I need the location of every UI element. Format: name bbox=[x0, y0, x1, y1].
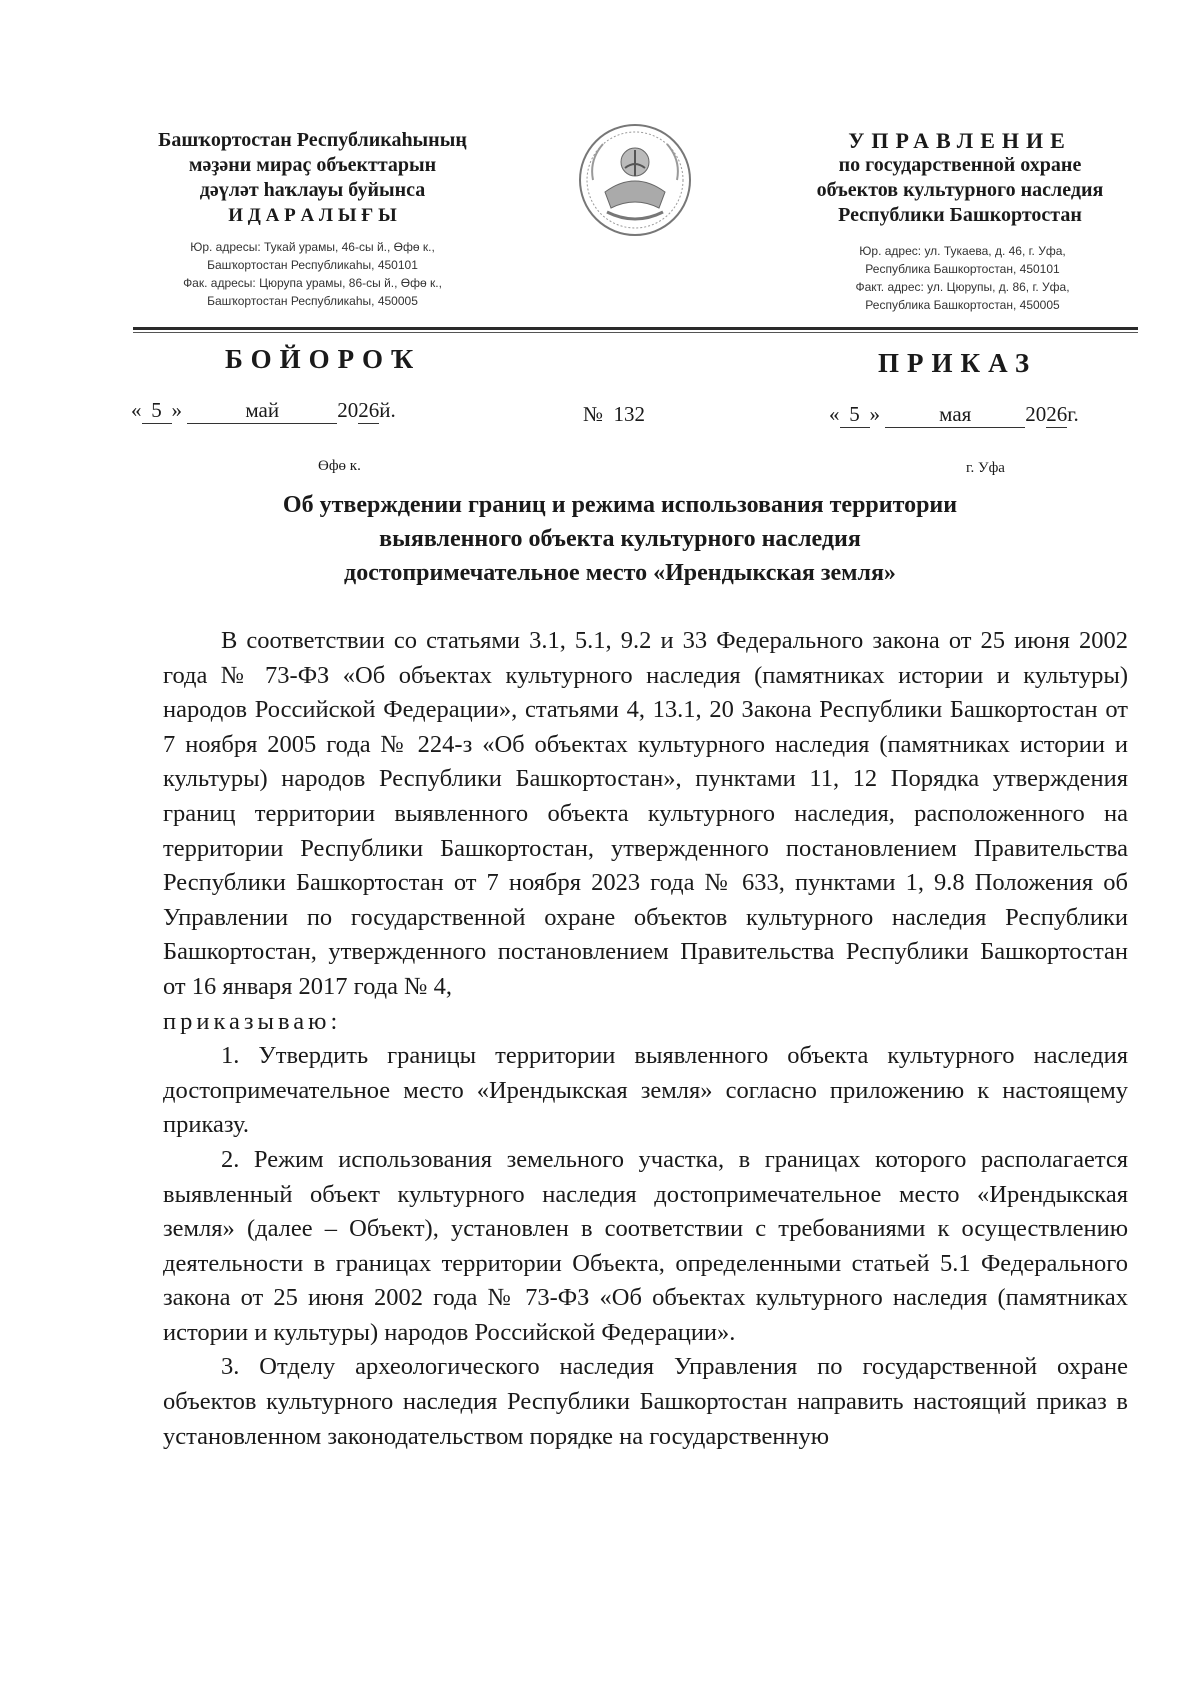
right-address-line1: Юр. адрес: ул. Тукаева, д. 46, г. Уфа, bbox=[859, 244, 1066, 258]
left-address bbox=[140, 238, 485, 310]
right-header-line3: объектов культурного наследия bbox=[816, 179, 1104, 201]
title-line3: достопримечательное место «Ирендыкская земля» bbox=[344, 560, 896, 586]
header-divider-thin bbox=[133, 332, 1138, 333]
right-address bbox=[790, 242, 1135, 314]
header-divider bbox=[133, 327, 1138, 330]
emblem-svg bbox=[575, 120, 695, 240]
date-left-year-suffix: 26 bbox=[358, 398, 380, 422]
left-address-line4: Башҡортостан Республикаһы, 450005 bbox=[207, 294, 418, 308]
date-right-year-prefix: 20 bbox=[1025, 402, 1047, 426]
right-address-line2: Республика Башкортостан, 450101 bbox=[865, 262, 1060, 276]
left-address-line1: Юр. адресы: Тукай урамы, 46-сы й., Өфө к., bbox=[190, 240, 435, 254]
right-header-line2: по государственной охране bbox=[838, 154, 1082, 176]
doc-type-right: ПРИКАЗ bbox=[878, 348, 1038, 378]
body-paragraph-4: 3. Отделу археологического наследия Управления по государственной охране объектов культурного наследия Республики Башкортостан направить настоящий приказ в установленном законодательством порядке на государственную bbox=[163, 1353, 1128, 1450]
date-right-unit: г. bbox=[1067, 402, 1079, 426]
right-address-line4: Республика Башкортостан, 450005 bbox=[865, 298, 1060, 312]
document-body bbox=[163, 624, 1128, 1454]
left-header-line2: мәҙәни мираҫ объекттарын bbox=[188, 154, 437, 176]
doc-type-left: БОЙОРОҠ bbox=[225, 344, 422, 374]
date-left-day: 5 bbox=[142, 398, 172, 424]
date-right-year-suffix: 26 bbox=[1046, 402, 1068, 426]
date-left-month: май bbox=[187, 398, 337, 424]
date-right-close-quote: » bbox=[869, 402, 880, 426]
date-left bbox=[131, 398, 396, 424]
body-paragraph-3: 2. Режим использования земельного участка, в границах которого располагается выявленный объект культурного наследия достопримечательное место «Ирендыкская земля» (далее – Объект), установлен в соответствии с требованиями к осуществлению деятельности в границах территории Объекта, определенными статьей 5.1 Федерального закона от 25 июня 2002 года № 73-ФЗ «Об объектах культурного наследия (памятниках истории и культуры) народов Российской Федерации». bbox=[163, 1145, 1128, 1346]
place-right: г. Уфа bbox=[966, 460, 1005, 476]
left-address-line2: Башҡортостан Республикаһы, 450101 bbox=[207, 258, 418, 272]
right-header-line4: Республики Башкортостан bbox=[838, 204, 1082, 226]
date-left-close-quote: » bbox=[171, 398, 182, 422]
right-header bbox=[780, 128, 1140, 228]
right-header-line1: УПРАВЛЕНИЕ bbox=[848, 128, 1072, 153]
place-left: Өфө к. bbox=[318, 458, 361, 474]
left-header-line3: дәүләт һаҡлауы буйынса bbox=[199, 179, 426, 201]
document-title bbox=[190, 488, 1050, 590]
date-right-day: 5 bbox=[840, 402, 870, 428]
right-address-line3: Факт. адрес: ул. Цюрупы, д. 86, г. Уфа, bbox=[855, 280, 1070, 294]
left-header-line1: Башҡортостан Республикаһының bbox=[158, 129, 467, 151]
date-right-month: мая bbox=[885, 402, 1025, 428]
date-left-open-quote: « bbox=[131, 398, 142, 422]
order-word: приказываю: bbox=[163, 1007, 342, 1035]
title-line1: Об утверждении границ и режима использования территории bbox=[282, 492, 958, 518]
left-address-line3: Фак. адресы: Цюрупа урамы, 86-сы й., Өфө к., bbox=[183, 276, 442, 290]
number-label: № bbox=[583, 402, 604, 426]
date-right-open-quote: « bbox=[829, 402, 840, 426]
left-header bbox=[140, 128, 485, 228]
order-number bbox=[583, 402, 645, 427]
body-paragraph-1: В соответствии со статьями 3.1, 5.1, 9.2 и 33 Федерального закона от 25 июня 2002 года № 73-ФЗ «Об объектах культурного наследия (памятниках истории и культуры) народов Российской Федерации», статьями 4, 13.1, 20 Закона Республики Башкортостан от 7 ноября 2005 года № 224-з «Об объектах культурного наследия (памятниках истории и культуры) народов Республики Башкортостан», пунктами 11, 12 Порядка утверждения границ территории выявленного объекта культурного наследия, расположенного на территории Республики Башкортостан, утвержденного постановлением Правительства Республики Башкортостан от 7 ноября 2023 года № 633, пунктами 1, 9.8 Положения об Управлении по государственной охране объектов культурного наследия Республики Башкортостан, утвержденного постановлением Правительства Республики Башкортостан от 16 января 2017 года № 4, bbox=[163, 627, 1128, 1000]
date-right bbox=[829, 402, 1079, 428]
number-value: 132 bbox=[613, 402, 646, 426]
title-line2: выявленного объекта культурного наследия bbox=[379, 526, 861, 552]
bashkortostan-emblem-icon bbox=[575, 120, 695, 240]
body-paragraph-2: 1. Утвердить границы территории выявленного объекта культурного наследия достопримечательное место «Ирендыкская земля» согласно приложению к настоящему приказу. bbox=[163, 1042, 1128, 1139]
date-left-unit: й. bbox=[379, 398, 396, 422]
left-header-line4: И Д А Р А Л Ы Ғ Ы bbox=[228, 205, 397, 226]
date-left-year-prefix: 20 bbox=[337, 398, 359, 422]
